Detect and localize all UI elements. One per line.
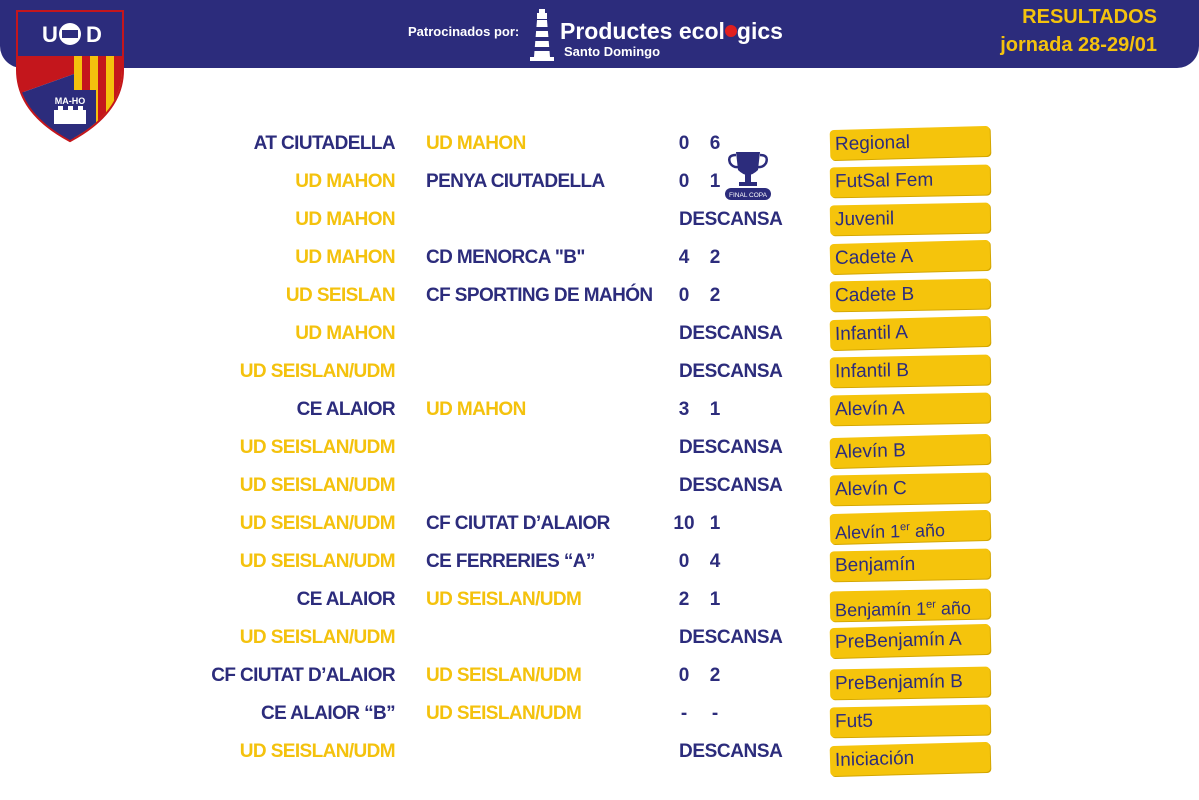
home-score: 4	[678, 247, 690, 268]
away-team: CD MENORCA "B"	[426, 247, 585, 268]
away-score: 1	[709, 399, 721, 420]
home-team: UD MAHON	[295, 247, 395, 268]
rest-label: DESCANSA	[679, 209, 783, 230]
svg-text:U: U	[42, 22, 58, 47]
away-team: UD MAHON	[426, 399, 526, 420]
away-team: UD SEISLAN/UDM	[426, 589, 582, 610]
home-team: UD MAHON	[295, 323, 395, 344]
away-team: UD SEISLAN/UDM	[426, 665, 582, 686]
home-score: 0	[678, 171, 690, 192]
match-row	[0, 695, 1199, 733]
category-label: Benjamín	[830, 549, 990, 582]
apple-icon	[725, 25, 737, 37]
home-score: 0	[678, 285, 690, 306]
category-label: Cadete B	[830, 279, 990, 312]
home-team: UD SEISLAN/UDM	[239, 437, 395, 458]
home-team: UD MAHON	[295, 171, 395, 192]
category-label: Infantil B	[830, 355, 990, 388]
away-score: 1	[709, 513, 721, 534]
away-team: CF SPORTING DE MAHÓN	[426, 285, 653, 306]
away-score: 1	[709, 171, 721, 192]
home-team: UD SEISLAN/UDM	[239, 361, 395, 382]
home-score: 10	[673, 513, 695, 534]
home-team: CE ALAIOR “B”	[261, 703, 395, 724]
home-score: -	[680, 703, 688, 724]
category-label: Infantil A	[830, 316, 991, 350]
category-label: Cadete A	[830, 240, 991, 274]
category-label: PreBenjamín B	[830, 667, 990, 700]
category-label: Iniciación	[830, 742, 991, 776]
match-row	[0, 467, 1199, 505]
home-team: CE ALAIOR	[296, 399, 395, 420]
home-team: UD SEISLAN/UDM	[239, 551, 395, 572]
away-team: UD SEISLAN/UDM	[426, 703, 582, 724]
match-row	[0, 277, 1199, 315]
away-team: UD MAHON	[426, 133, 526, 154]
away-score: 2	[709, 247, 721, 268]
svg-text:D: D	[86, 22, 102, 47]
away-team: PENYA CIUTADELLA	[426, 171, 605, 192]
header-bar	[0, 0, 1199, 68]
home-score: 0	[678, 665, 690, 686]
svg-text:FINAL COPA: FINAL COPA	[729, 192, 767, 199]
match-row	[0, 581, 1199, 619]
home-team: UD SEISLAN/UDM	[239, 627, 395, 648]
home-score: 3	[678, 399, 690, 420]
match-row	[0, 429, 1199, 467]
svg-text:MA-HO: MA-HO	[54, 96, 86, 106]
match-row	[0, 391, 1199, 429]
category-label: FutSal Fem	[830, 165, 990, 198]
away-score: 2	[709, 665, 721, 686]
home-team: CE ALAIOR	[296, 589, 395, 610]
rest-label: DESCANSA	[679, 323, 783, 344]
match-row	[0, 543, 1199, 581]
page-title: RESULTADOS	[1022, 6, 1157, 28]
match-row	[0, 353, 1199, 391]
match-row	[0, 163, 1199, 201]
away-team: CE FERRERIES “A”	[426, 551, 595, 572]
club-crest-logo	[14, 8, 126, 144]
match-row	[0, 315, 1199, 353]
away-score: 2	[709, 285, 721, 306]
match-row	[0, 505, 1199, 543]
home-team: CF CIUTAT D’ALAIOR	[211, 665, 395, 686]
rest-label: DESCANSA	[679, 741, 783, 762]
category-label: Alevín 1er año	[830, 510, 991, 544]
match-row	[0, 201, 1199, 239]
sponsor-name: Productes ecol gics	[560, 18, 783, 44]
category-label: Regional	[830, 126, 991, 160]
category-label: PreBenjamín A	[830, 624, 991, 658]
away-score: 4	[709, 551, 721, 572]
home-team: UD SEISLAN/UDM	[239, 741, 395, 762]
rest-label: DESCANSA	[679, 475, 783, 496]
away-team: CF CIUTAT D’ALAIOR	[426, 513, 610, 534]
away-score: 6	[709, 133, 721, 154]
home-team: UD SEISLAN/UDM	[239, 475, 395, 496]
sponsor-label: Patrocinados por:	[408, 24, 520, 39]
match-row	[0, 657, 1199, 695]
page-subtitle: jornada 28-29/01	[1000, 34, 1157, 56]
rest-label: DESCANSA	[679, 361, 783, 382]
home-score: 0	[678, 133, 690, 154]
sponsor-subtitle: Santo Domingo	[564, 44, 661, 59]
away-score: 1	[709, 589, 721, 610]
category-label: Fut5	[830, 705, 990, 738]
match-row	[0, 733, 1199, 771]
home-score: 2	[678, 589, 690, 610]
home-team: UD SEISLAN/UDM	[239, 513, 395, 534]
category-label: Juvenil	[830, 203, 990, 236]
home-team: AT CIUTADELLA	[253, 133, 395, 154]
home-score: 0	[678, 551, 690, 572]
home-team: UD MAHON	[295, 209, 395, 230]
away-score: -	[711, 703, 719, 724]
category-label: Alevín B	[830, 434, 991, 468]
category-label: Alevín A	[830, 393, 990, 426]
match-row	[0, 619, 1199, 657]
category-label: Alevín C	[830, 473, 990, 506]
home-team: UD SEISLAN	[285, 285, 395, 306]
match-row	[0, 239, 1199, 277]
lighthouse-icon	[528, 9, 556, 61]
match-row	[0, 125, 1199, 163]
category-label: Benjamín 1er año	[830, 589, 990, 622]
rest-label: DESCANSA	[679, 437, 783, 458]
rest-label: DESCANSA	[679, 627, 783, 648]
